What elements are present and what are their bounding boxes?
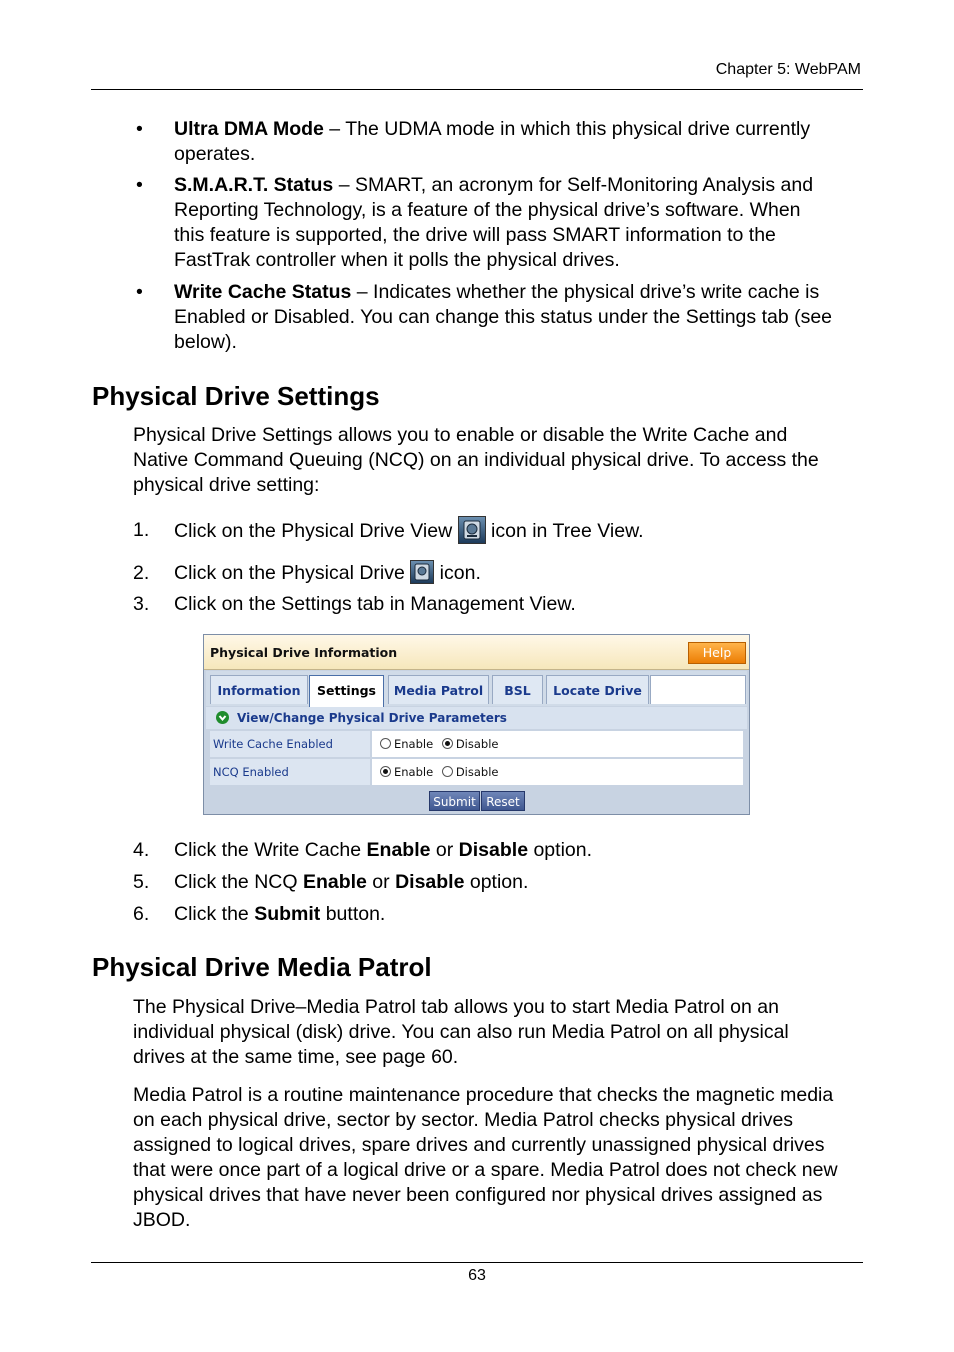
media-patrol-para-1 [133,995,868,1070]
reset-button[interactable]: Reset [481,791,525,811]
bullet-line: – The UDMA mode in which this physical drive currently [323,118,811,140]
physical-drive-icon [410,560,434,584]
para-line: on each physical drive, sector by sector. Media Patrol checks physical drives [133,1109,794,1131]
step-text: button. [320,903,386,925]
bullet-line: operates. [174,143,256,165]
step-text: icon. [434,562,481,584]
step-4 [174,838,592,863]
bullet-write-cache-status [174,280,864,355]
parameters-section-label: View/Change Physical Drive Parameters [237,711,507,725]
bullet-line: Enabled or Disabled. You can change this status under the Settings tab (see [174,306,833,328]
tab-media-patrol[interactable]: Media Patrol [388,675,489,704]
bullet-ultra-dma [174,117,864,167]
ncq-options [372,759,743,785]
write-cache-enable-radio[interactable] [380,738,391,749]
para-line: individual physical (disk) drive. You can also run Media Patrol on all physical [133,1021,789,1043]
write-cache-disable-radio[interactable] [442,738,453,749]
step-number: 6. [133,903,150,925]
para-line: Media Patrol is a routine maintenance procedure that checks the magnetic media [133,1084,834,1106]
para-line: drives at the same time, see page 60. [133,1046,459,1068]
bullet-line: this feature is supported, the drive will pass SMART information to the [174,224,776,246]
ncq-label: NCQ Enabled [210,759,370,785]
ncq-enable-radio[interactable] [380,766,391,777]
radio-label: Enable [394,765,434,779]
bullet-marker: • [136,174,143,196]
step-text: or [366,871,396,893]
step-text: option. [528,839,593,861]
panel-title-bar [204,635,749,670]
step-text: Click the [174,903,255,925]
bullet-line: – SMART, an acronym for Self-Monitoring Analysis and [333,174,814,196]
tab-settings[interactable]: Settings [309,675,384,707]
step-number: 2. [133,562,150,584]
bullet-term: Ultra DMA Mode [174,118,324,140]
step-text: Click the Write Cache [174,839,367,861]
bullet-line: FastTrak controller when it polls the physical drives. [174,249,620,271]
section-heading-settings: Physical Drive Settings [92,381,380,411]
settings-intro [133,423,868,498]
section-heading-media-patrol: Physical Drive Media Patrol [92,952,432,982]
header-rule [91,89,863,90]
bullet-line: below). [174,331,237,353]
media-patrol-para-2 [133,1083,868,1233]
step-emphasis: Enable [366,839,431,861]
bullet-line: Reporting Technology, is a feature of the physical drive’s software. When [174,199,801,221]
para-line: The Physical Drive–Media Patrol tab allows you to start Media Patrol on an [133,996,779,1018]
step-text: Click on the Physical Drive [174,562,411,584]
bullet-term: S.M.A.R.T. Status [174,174,334,196]
step-emphasis: Disable [395,871,465,893]
page-number: 63 [468,1267,486,1284]
step-5 [174,870,528,895]
intro-line: Physical Drive Settings allows you to enable or disable the Write Cache and [133,424,788,446]
submit-button[interactable]: Submit [429,791,480,811]
step-text: option. [464,871,529,893]
radio-label: Enable [394,737,434,751]
footer-rule [91,1262,863,1263]
bullet-line: – Indicates whether the physical drive’s write cache is [351,281,820,303]
step-number: 3. [133,593,150,615]
panel-title: Physical Drive Information [210,645,398,660]
step-text: Click the NCQ [174,871,303,893]
help-button[interactable]: Help [688,642,746,664]
step-3: Click on the Settings tab in Management View. [174,593,576,615]
running-header: Chapter 5: WebPAM [715,61,861,78]
para-line: that were once part of a logical drive or a spare. Media Patrol does not check new [133,1159,838,1181]
tab-information[interactable]: Information [210,675,308,704]
step-emphasis: Submit [254,903,321,925]
step-number: 5. [133,871,150,893]
step-number: 1. [133,519,150,541]
chevron-down-icon[interactable] [216,711,229,724]
intro-line: physical drive setting: [133,474,320,496]
step-6 [174,902,385,927]
step-text: icon in Tree View. [485,520,644,543]
tab-bsl[interactable]: BSL [492,675,543,704]
ncq-disable-radio[interactable] [442,766,453,777]
step-2 [174,561,481,586]
write-cache-options [372,731,743,757]
para-line: JBOD. [133,1209,191,1231]
physical-drive-view-icon [458,516,486,544]
step-1 [174,518,644,546]
bullet-term: Write Cache Status [174,281,352,303]
para-line: physical drives that have never been configured nor physical drives assigned as [133,1184,823,1206]
tab-strip-filler [650,675,746,704]
step-text: or [430,839,459,861]
bullet-marker: • [136,281,143,303]
radio-label: Disable [455,737,499,751]
step-number: 4. [133,839,150,861]
step-emphasis: Enable [302,871,367,893]
step-text: Click on the Physical Drive View [174,520,458,543]
tab-locate-drive[interactable]: Locate Drive [546,675,649,704]
webpam-settings-screenshot [203,634,750,815]
step-emphasis: Disable [458,839,529,861]
radio-label: Disable [455,765,499,779]
bullet-marker: • [136,118,143,140]
intro-line: Native Command Queuing (NCQ) on an individual physical drive. To access the [133,449,819,471]
para-line: assigned to logical drives, spare drives and currently unassigned physical drives [133,1134,825,1156]
bullet-smart-status [174,173,864,273]
write-cache-label: Write Cache Enabled [210,731,370,757]
